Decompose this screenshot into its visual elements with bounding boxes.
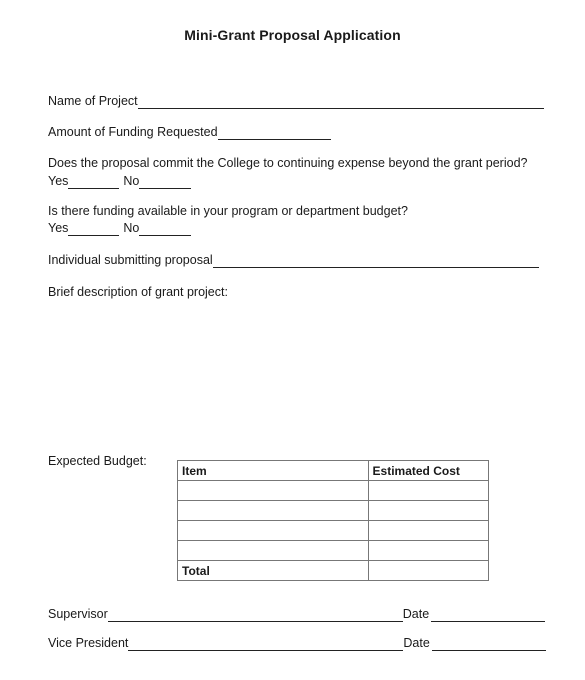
- budget-item-cell[interactable]: [178, 521, 369, 541]
- commit-no-field[interactable]: [139, 176, 191, 189]
- description-label: Brief description of grant project:: [48, 285, 228, 299]
- funding-yes-label: Yes: [48, 221, 69, 235]
- budget-cost-cell[interactable]: [368, 481, 488, 501]
- budget-item-cell[interactable]: [178, 501, 369, 521]
- vice-president-row: [48, 636, 546, 651]
- supervisor-label: Supervisor: [48, 607, 108, 621]
- funding-yes-field[interactable]: [68, 223, 119, 236]
- budget-total-label: Total: [178, 561, 369, 581]
- commit-yes-label: Yes: [48, 174, 69, 188]
- table-row: [178, 501, 489, 521]
- budget-item-cell[interactable]: [178, 481, 369, 501]
- table-row: [178, 521, 489, 541]
- funding-amount-row: [48, 125, 331, 140]
- commit-no-label: No: [123, 174, 140, 188]
- budget-total-row: [178, 561, 489, 581]
- budget-table: [177, 460, 489, 581]
- funding-amount-field[interactable]: [218, 127, 331, 140]
- name-of-project-field[interactable]: [138, 96, 544, 109]
- budget-cost-cell[interactable]: [368, 541, 488, 561]
- funding-no-field[interactable]: [139, 223, 191, 236]
- budget-cost-cell[interactable]: [368, 501, 488, 521]
- expected-budget-label: Expected Budget:: [48, 454, 147, 468]
- vice-president-label: Vice President: [48, 636, 129, 650]
- budget-header-row: [178, 461, 489, 481]
- funding-question: Is there funding available in your program or department budget?: [48, 204, 408, 218]
- budget-cost-cell[interactable]: [368, 521, 488, 541]
- supervisor-date-label: Date: [402, 607, 430, 621]
- funding-no-label: No: [123, 221, 140, 235]
- form-title: Mini-Grant Proposal Application: [184, 27, 401, 43]
- commit-question: Does the proposal commit the College to continuing expense beyond the grant period?: [48, 156, 528, 170]
- vice-president-date-field[interactable]: [432, 638, 546, 651]
- supervisor-row: [48, 607, 545, 622]
- name-of-project-row: [48, 94, 544, 109]
- commit-answer-row: [48, 174, 191, 189]
- budget-header-cost: Estimated Cost: [368, 461, 488, 481]
- funding-amount-label: Amount of Funding Requested: [48, 125, 218, 139]
- submitter-label: Individual submitting proposal: [48, 253, 213, 267]
- submitter-row: [48, 253, 539, 268]
- funding-answer-row: [48, 221, 191, 236]
- supervisor-date-field[interactable]: [431, 609, 545, 622]
- name-of-project-label: Name of Project: [48, 94, 138, 108]
- table-row: [178, 481, 489, 501]
- submitter-field[interactable]: [213, 255, 539, 268]
- commit-yes-field[interactable]: [68, 176, 119, 189]
- supervisor-signature-field[interactable]: [108, 609, 403, 622]
- vice-president-signature-field[interactable]: [128, 638, 403, 651]
- table-row: [178, 541, 489, 561]
- budget-item-cell[interactable]: [178, 541, 369, 561]
- vice-president-date-label: Date: [403, 636, 430, 650]
- budget-total-cell[interactable]: [368, 561, 488, 581]
- budget-header-item: Item: [178, 461, 369, 481]
